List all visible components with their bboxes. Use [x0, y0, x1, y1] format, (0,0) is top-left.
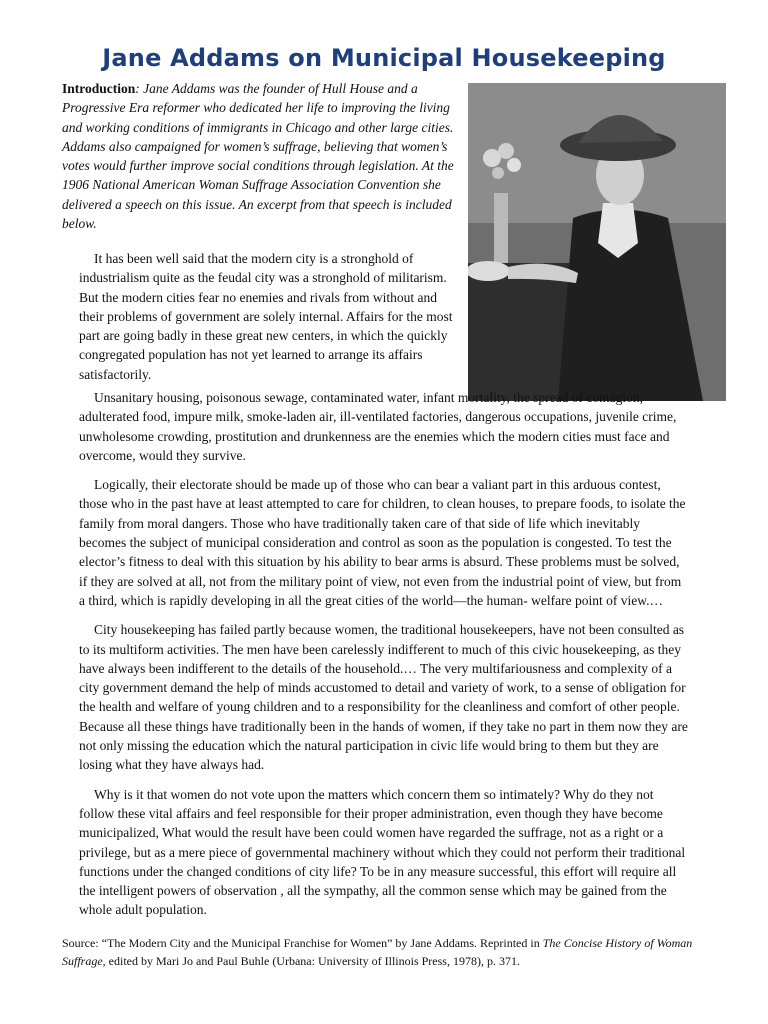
paragraph-2: Unsanitary housing, poisonous sewage, contaminated water, infant mortality, the spread of contagion, adulterated food, impure milk, smoke-laden air, ill-ventilated factories, dangerous occupations, juvenile crime, unwholesome crowding, prostitution and drunkenness are the enemies which the modern cities must face and overcome, would they survive.	[79, 390, 677, 463]
paragraph-3: Logically, their electorate should be made up of those who can bear a valiant part in this arduous contest, those who in the past have at least attempted to care for children, to clean houses, to prepare foods, to isolate the family from moral dangers. Those who have traditionally taken care of that side of life which inevitably becomes the subject of municipal consideration and control as soon as the population is congested. To test the elector’s fitness to deal with this situation by his ability to bear arms is absurd. These problems must be solved, if they are solved at all, not from the military point of view, not even from the industrial point of view, but from a third, which is rapidly developing in all the great cities of the world—the human- welfare point of view.…	[79, 477, 686, 608]
paragraph-1: It has been well said that the modern city is a stronghold of industrialism quite as the feudal city was a stronghold of militarism. But the modern cities fear no enemies and rivals from without and their problems of government are solely internal. Affairs for the most part are going badly in these great new centers, in which the quickly congregated population has not yet learned to arrange its affairs satisfactorily.	[79, 251, 453, 382]
intro-lead: Introduction	[62, 81, 136, 96]
source-citation	[62, 934, 702, 970]
page-title: Jane Addams on Municipal Housekeeping	[102, 44, 666, 73]
paragraph-5: Why is it that women do not vote upon the matters which concern them so intimately? Why do they not follow these vital affairs and feel responsible for their proper administration, even though they have become municipalized, What would the result have been could women have regarded the suffrage, not as a right or a privilege, but as a mere piece of governmental machinery without which they could not perform their traditional functions under the changed conditions of city life? To be in any measure successful, this effort will require all the intelligent powers of observation , all the sympathy, all the common sense which may be gained from the whole adult population.	[79, 786, 686, 918]
intro-text: : Jane Addams was the founder of Hull House and a Progressive Era reformer who dedicated her life to improving the living and working conditions of immigrants in Chicago and other large cities. Addams also campaigned for women’s suffrage, believing that women’s votes would further improve social conditions through legislation. At the 1906 National American Woman Suffrage Association Convention she delivered a speech on this issue. An excerpt from that speech is included below.	[62, 81, 454, 232]
body-text	[79, 388, 689, 930]
source-book: The Concise History of Woman Suffrage,	[62, 936, 693, 968]
introduction	[62, 79, 457, 233]
portrait-photo	[468, 83, 726, 401]
paragraph-4: City housekeeping has failed partly because women, the traditional housekeepers, have not been consulted as to its multiform activities. The men have been carelessly indifferent to much of this civic housekeeping, as they have always been indifferent to the details of the household.… The very multifariousness and complexity of a city government demand the help of minds accustomed to detail and variety of work, to a sense of obligation for the health and welfare of young children and to a responsibility for the cleanliness and comfort of other people. Because all these things have traditionally been in the hands of women, if they take no part in them now they are not only missing the education which the natural participation in civic life would bring to them but they are losing what they have always had.	[79, 622, 688, 773]
source-prefix: Source: “The Modern City and the Municipal Franchise for Women” by Jane Addams. Reprinted in	[62, 936, 543, 950]
source-suffix: edited by Mari Jo and Paul Buhle (Urbana: University of Illinois Press, 1978), p. 371.	[105, 954, 520, 968]
portrait-illustration	[468, 83, 726, 401]
